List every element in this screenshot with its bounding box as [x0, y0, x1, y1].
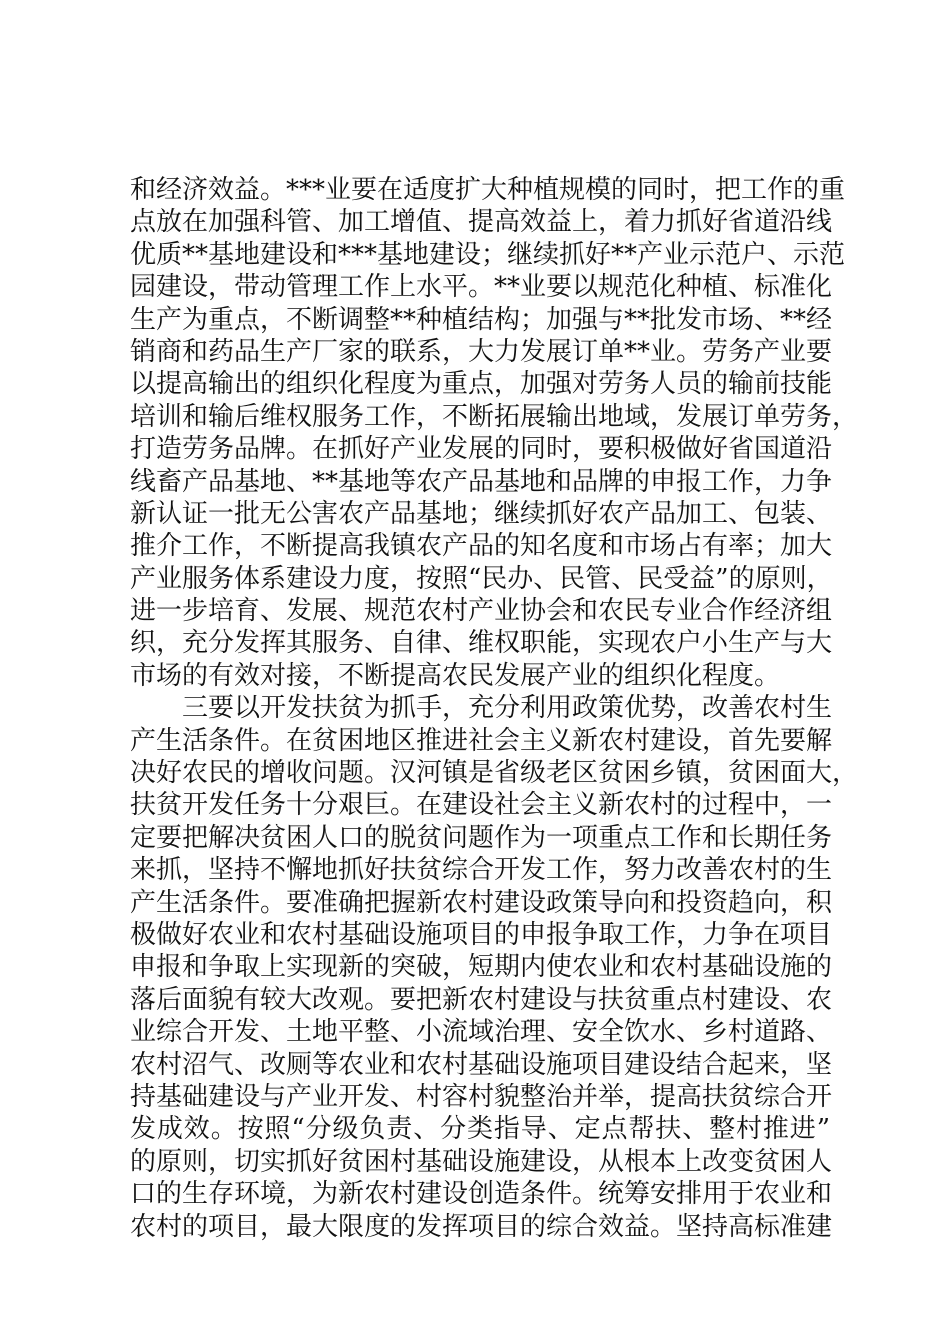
text-line: 决好农民的增收问题。汉河镇是省级老区贫困乡镇，贫困面大， [130, 758, 859, 789]
text-line: 线畜产品基地、**基地等农产品基地和品牌的申报工作，力争 [130, 466, 833, 497]
paragraph-end-line: 市场的有效对接，不断提高农民发展产业的组织化程度。 [130, 660, 781, 691]
text-line: 产业服务体系建设力度，按照“民办、民管、民受益”的原则， [130, 563, 833, 594]
text-line: 和经济效益。***业要在适度扩大种植规模的同时，把工作的重 [130, 175, 846, 205]
text-line: 定要把解决贫困人口的脱贫问题作为一项重点工作和长期任务 [130, 822, 833, 853]
text-line: 培训和输后维权服务工作，不断拓展输出地域，发展订单劳务， [130, 401, 859, 432]
text-line: 极做好农业和农村基础设施项目的申报争取工作，力争在项目 [130, 919, 833, 950]
text-line: 扶贫开发任务十分艰巨。在建设社会主义新农村的过程中，一 [130, 790, 833, 821]
text-line: 织，充分发挥其服务、自律、维权职能，实现农户小生产与大 [130, 628, 833, 659]
text-line: 新认证一批无公害农产品基地；继续抓好农产品加工、包装、 [130, 498, 833, 529]
text-line: 来抓，坚持不懈地抓好扶贫综合开发工作，努力改善农村的生 [130, 855, 833, 886]
text-line: 农村沼气、改厕等农业和农村基础设施项目建设结合起来，坚 [130, 1049, 833, 1080]
text-line: 销商和药品生产厂家的联系，大力发展订单**业。劳务产业要 [130, 336, 833, 367]
text-line: 申报和争取上实现新的突破，短期内使农业和农村基础设施的 [130, 952, 833, 983]
body-text [130, 174, 859, 1243]
text-line: 持基础建设与产业开发、村容村貌整治并举，提高扶贫综合开 [130, 1081, 833, 1112]
text-line: 的原则，切实抓好贫困村基础设施建设，从根本上改变贫困人 [130, 1146, 833, 1177]
paragraph-start-line: 三要以开发扶贫为抓手，充分利用政策优势，改善农村生 [130, 693, 833, 724]
text-line: 生产为重点，不断调整**种植结构；加强与**批发市场、**经 [130, 304, 833, 335]
text-line: 发成效。按照“分级负责、分类指导、定点帮扶、整村推进” [130, 1114, 830, 1145]
text-line: 产生活条件。要准确把握新农村建设政策导向和投资趋向，积 [130, 887, 833, 918]
text-line: 园建设，带动管理工作上水平。**业要以规范化种植、标准化 [130, 272, 833, 303]
text-line: 进一步培育、发展、规范农村产业协会和农民专业合作经济组 [130, 596, 833, 627]
text-line: 口的生存环境，为新农村建设创造条件。统筹安排用于农业和 [130, 1179, 833, 1210]
text-line: 产生活条件。在贫困地区推进社会主义新农村建设，首先要解 [130, 725, 833, 756]
text-line: 以提高输出的组织化程度为重点，加强对劳务人员的输前技能 [130, 369, 833, 400]
text-line: 农村的项目，最大限度的发挥项目的综合效益。坚持高标准建 [130, 1211, 833, 1242]
text-line: 落后面貌有较大改观。要把新农村建设与扶贫重点村建设、农 [130, 984, 833, 1015]
text-line: 点放在加强科管、加工增值、提高效益上，着力抓好省道沿线 [130, 207, 833, 238]
text-line: 打造劳务品牌。在抓好产业发展的同时，要积极做好省国道沿 [130, 434, 833, 465]
text-line: 业综合开发、土地平整、小流域治理、安全饮水、乡村道路、 [130, 1017, 833, 1048]
text-line: 优质**基地建设和***基地建设；继续抓好**产业示范户、示范 [130, 239, 846, 270]
text-line: 推介工作，不断提高我镇农产品的知名度和市场占有率；加大 [130, 531, 833, 562]
